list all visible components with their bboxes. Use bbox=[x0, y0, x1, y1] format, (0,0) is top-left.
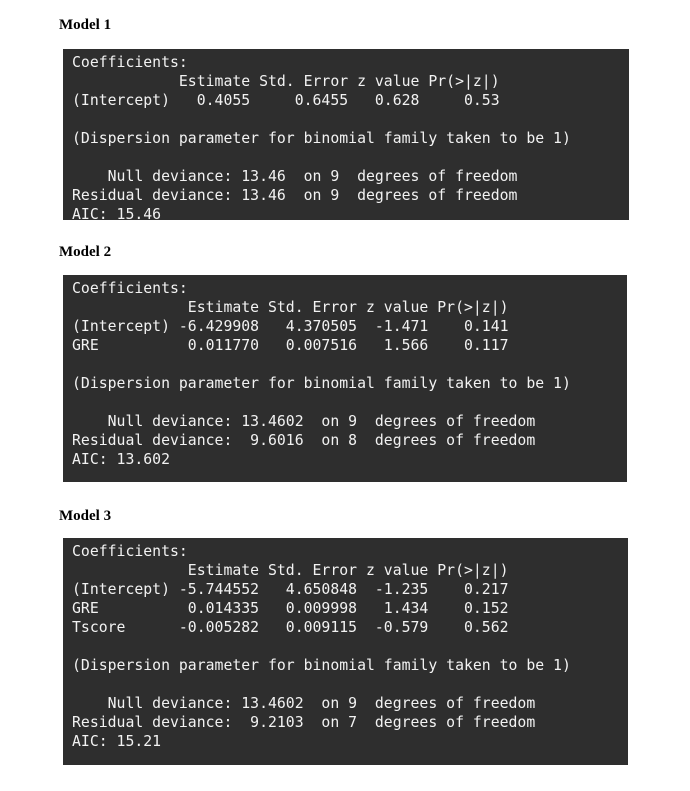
blank-line bbox=[72, 675, 628, 694]
model-1-title: Model 1 bbox=[59, 17, 112, 33]
output-line: (Intercept) -5.744552 4.650848 -1.235 0.217 bbox=[72, 581, 509, 598]
output-line: AIC: 13.602 bbox=[72, 451, 170, 468]
output-line: AIC: 15.46 bbox=[72, 206, 162, 220]
output-line: Null deviance: 13.46 on 9 degrees of freedom bbox=[72, 168, 518, 185]
output-line: Estimate Std. Error z value Pr(>|z|) bbox=[72, 73, 500, 90]
output-line: Residual deviance: 9.6016 on 8 degrees of freedom bbox=[72, 432, 536, 449]
output-line: (Intercept) -6.429908 4.370505 -1.471 0.141 bbox=[72, 318, 509, 335]
output-line: Residual deviance: 9.2103 on 7 degrees of freedom bbox=[72, 714, 536, 731]
blank-line bbox=[72, 637, 628, 656]
model-2-title: Model 2 bbox=[59, 244, 112, 260]
output-line: Null deviance: 13.4602 on 9 degrees of freedom bbox=[72, 695, 536, 712]
output-line: Estimate Std. Error z value Pr(>|z|) bbox=[72, 299, 509, 316]
blank-line bbox=[72, 393, 627, 412]
output-line: Estimate Std. Error z value Pr(>|z|) bbox=[72, 562, 509, 579]
output-line: GRE 0.011770 0.007516 1.566 0.117 bbox=[72, 337, 509, 354]
model-2-output bbox=[63, 275, 627, 482]
output-line: (Intercept) 0.4055 0.6455 0.628 0.53 bbox=[72, 92, 500, 109]
model-3-output bbox=[63, 538, 628, 765]
output-line: Null deviance: 13.4602 on 9 degrees of freedom bbox=[72, 413, 536, 430]
output-line: Coefficients: bbox=[72, 54, 188, 71]
model-3-title: Model 3 bbox=[59, 508, 112, 524]
output-line: (Dispersion parameter for binomial family taken to be 1) bbox=[72, 657, 571, 674]
output-line: Coefficients: bbox=[72, 543, 188, 560]
blank-line bbox=[72, 355, 627, 374]
output-line: Coefficients: bbox=[72, 280, 188, 297]
model-1-output bbox=[63, 49, 629, 220]
output-line: GRE 0.014335 0.009998 1.434 0.152 bbox=[72, 600, 509, 617]
output-line: AIC: 15.21 bbox=[72, 733, 162, 750]
output-line: (Dispersion parameter for binomial family taken to be 1) bbox=[72, 130, 571, 147]
blank-line bbox=[72, 148, 629, 167]
output-line: (Dispersion parameter for binomial family taken to be 1) bbox=[72, 375, 571, 392]
output-line: Residual deviance: 13.46 on 9 degrees of freedom bbox=[72, 187, 518, 204]
blank-line bbox=[72, 110, 629, 129]
output-line: Tscore -0.005282 0.009115 -0.579 0.562 bbox=[72, 619, 509, 636]
